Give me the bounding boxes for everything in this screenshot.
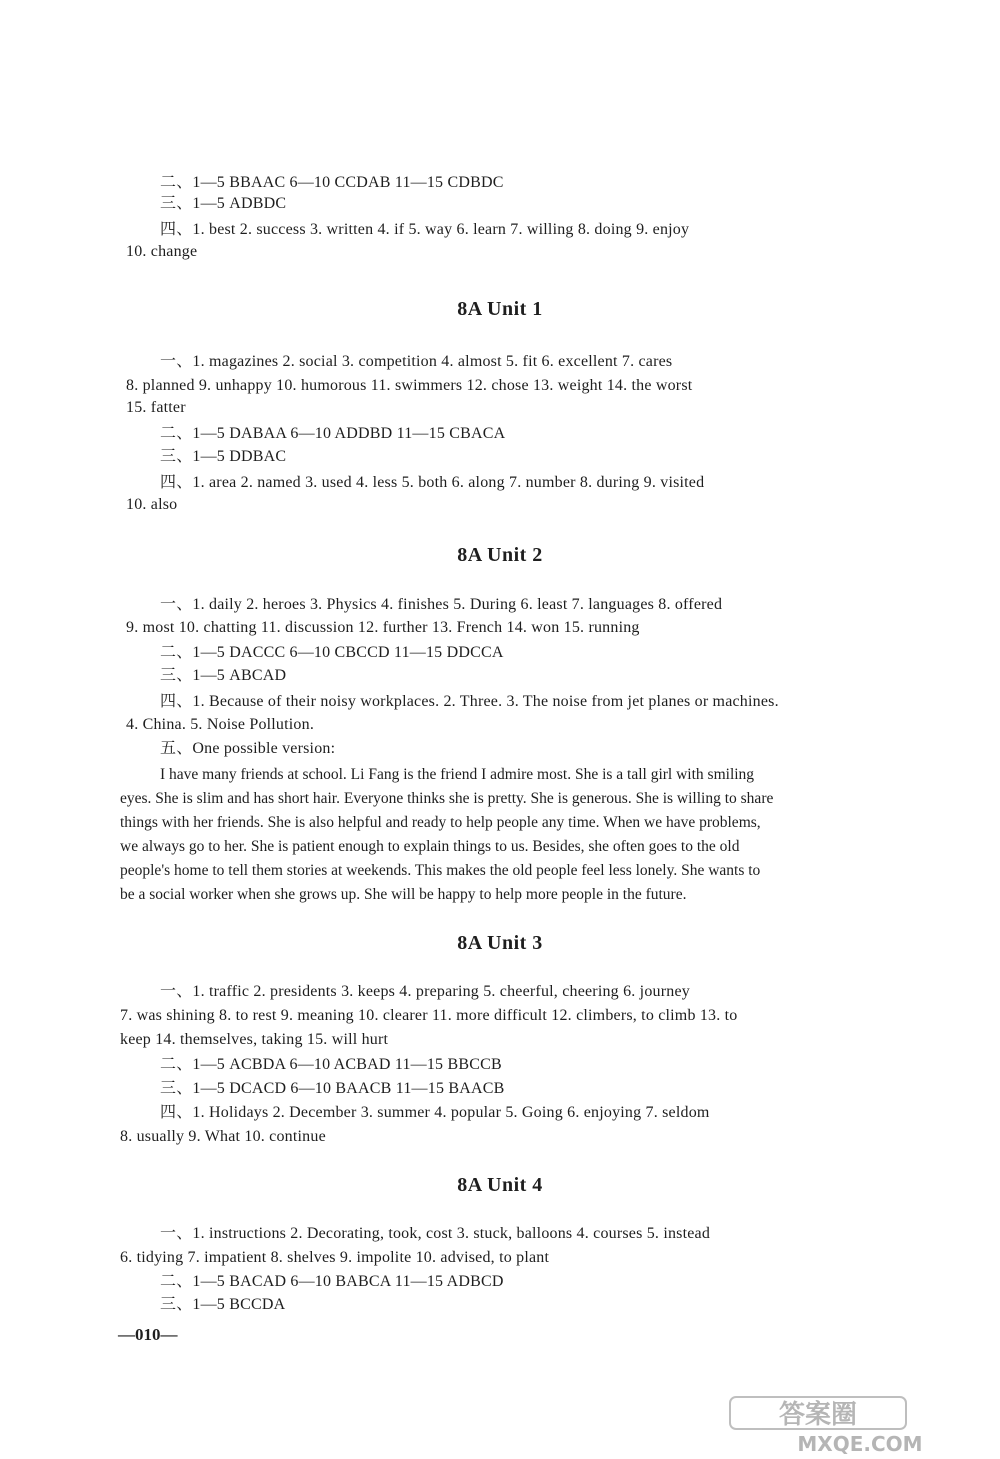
unit-heading: 8A Unit 4 xyxy=(457,1174,543,1196)
answer-line: 4. China. 5. Noise Pollution. xyxy=(126,716,315,733)
unit-heading: 8A Unit 3 xyxy=(457,932,543,954)
answer-line: 四、1. Because of their noisy workplaces. 2. Three. 3. The noise from jet planes or machines. xyxy=(160,693,779,710)
answer-line: 三、1—5 ADBDC xyxy=(160,195,287,212)
answer-line: 一、1. magazines 2. social 3. competition 4. almost 5. fit 6. excellent 7. cares xyxy=(160,353,673,370)
answer-line: 四、1. Holidays 2. December 3. summer 4. popular 5. Going 6. enjoying 7. seldom xyxy=(160,1104,710,1121)
answer-line: 9. most 10. chatting 11. discussion 12. further 13. French 14. won 15. running xyxy=(126,619,640,636)
answer-line: keep 14. themselves, taking 15. will hurt xyxy=(120,1031,389,1048)
answer-line: 8. usually 9. What 10. continue xyxy=(120,1128,326,1145)
unit-heading: 8A Unit 2 xyxy=(457,544,543,566)
answer-line: 一、1. daily 2. heroes 3. Physics 4. finishes 5. During 6. least 7. languages 8. offered xyxy=(160,596,723,613)
answer-line: 三、1—5 DDBAC xyxy=(160,448,287,465)
essay-line: I have many friends at school. Li Fang is the friend I admire most. She is a tall girl with smiling xyxy=(160,766,755,783)
answer-line: 三、1—5 DCACD 6—10 BAACB 11—15 BAACB xyxy=(160,1080,505,1097)
essay-line: things with her friends. She is also helpful and ready to help people any time. When we have problems, xyxy=(120,814,761,831)
watermark-logo xyxy=(610,1395,990,1455)
answer-line: 10. change xyxy=(126,243,198,260)
essay-line: be a social worker when she grows up. She will be happy to help more people in the future. xyxy=(120,886,687,903)
essay-line: we always go to her. She is patient enough to explain things to us. Besides, she often goes to the old xyxy=(120,838,740,855)
svg-text:MXQE.COM: MXQE.COM xyxy=(797,1432,923,1455)
answer-line: 6. tidying 7. impatient 8. shelves 9. impolite 10. advised, to plant xyxy=(120,1249,550,1266)
answer-line: 四、1. best 2. success 3. written 4. if 5. way 6. learn 7. willing 8. doing 9. enjoy xyxy=(160,221,690,238)
svg-text:答案圈: 答案圈 xyxy=(778,1400,858,1430)
answer-line: 二、1—5 DABAA 6—10 ADDBD 11—15 CBACA xyxy=(160,425,506,442)
answer-line: 10. also xyxy=(126,496,178,513)
answer-line: 二、1—5 DACCC 6—10 CBCCD 11—15 DDCCA xyxy=(160,644,504,661)
essay-line: people's home to tell them stories at weekends. This makes the old people feel less lonely. She wants to xyxy=(120,862,761,879)
answer-line: 15. fatter xyxy=(126,399,186,416)
answer-line: 三、1—5 ABCAD xyxy=(160,667,287,684)
answer-line: 三、1—5 BCCDA xyxy=(160,1296,286,1313)
answer-line: 二、1—5 ACBDA 6—10 ACBAD 11—15 BBCCB xyxy=(160,1056,502,1073)
answer-line: 一、1. traffic 2. presidents 3. keeps 4. preparing 5. cheerful, cheering 6. journey xyxy=(160,983,690,1000)
answer-line: 二、1—5 BBAAC 6—10 CCDAB 11—15 CDBDC xyxy=(160,174,504,191)
answer-line: 五、One possible version: xyxy=(160,740,336,757)
answer-line: 四、1. area 2. named 3. used 4. less 5. both 6. along 7. number 8. during 9. visited xyxy=(160,474,705,491)
page-number: —010— xyxy=(118,1325,178,1344)
answer-line: 二、1—5 BACAD 6—10 BABCA 11—15 ADBCD xyxy=(160,1273,504,1290)
unit-heading: 8A Unit 1 xyxy=(457,298,543,320)
answer-line: 7. was shining 8. to rest 9. meaning 10. clearer 11. more difficult 12. climbers, to climb 13. to xyxy=(120,1007,738,1024)
answer-line: 8. planned 9. unhappy 10. humorous 11. swimmers 12. chose 13. weight 14. the worst xyxy=(126,377,693,394)
answer-line: 一、1. instructions 2. Decorating, took, cost 3. stuck, balloons 4. courses 5. instead xyxy=(160,1225,711,1242)
essay-line: eyes. She is slim and has short hair. Everyone thinks she is pretty. She is generous. She is willing to share xyxy=(120,790,774,807)
